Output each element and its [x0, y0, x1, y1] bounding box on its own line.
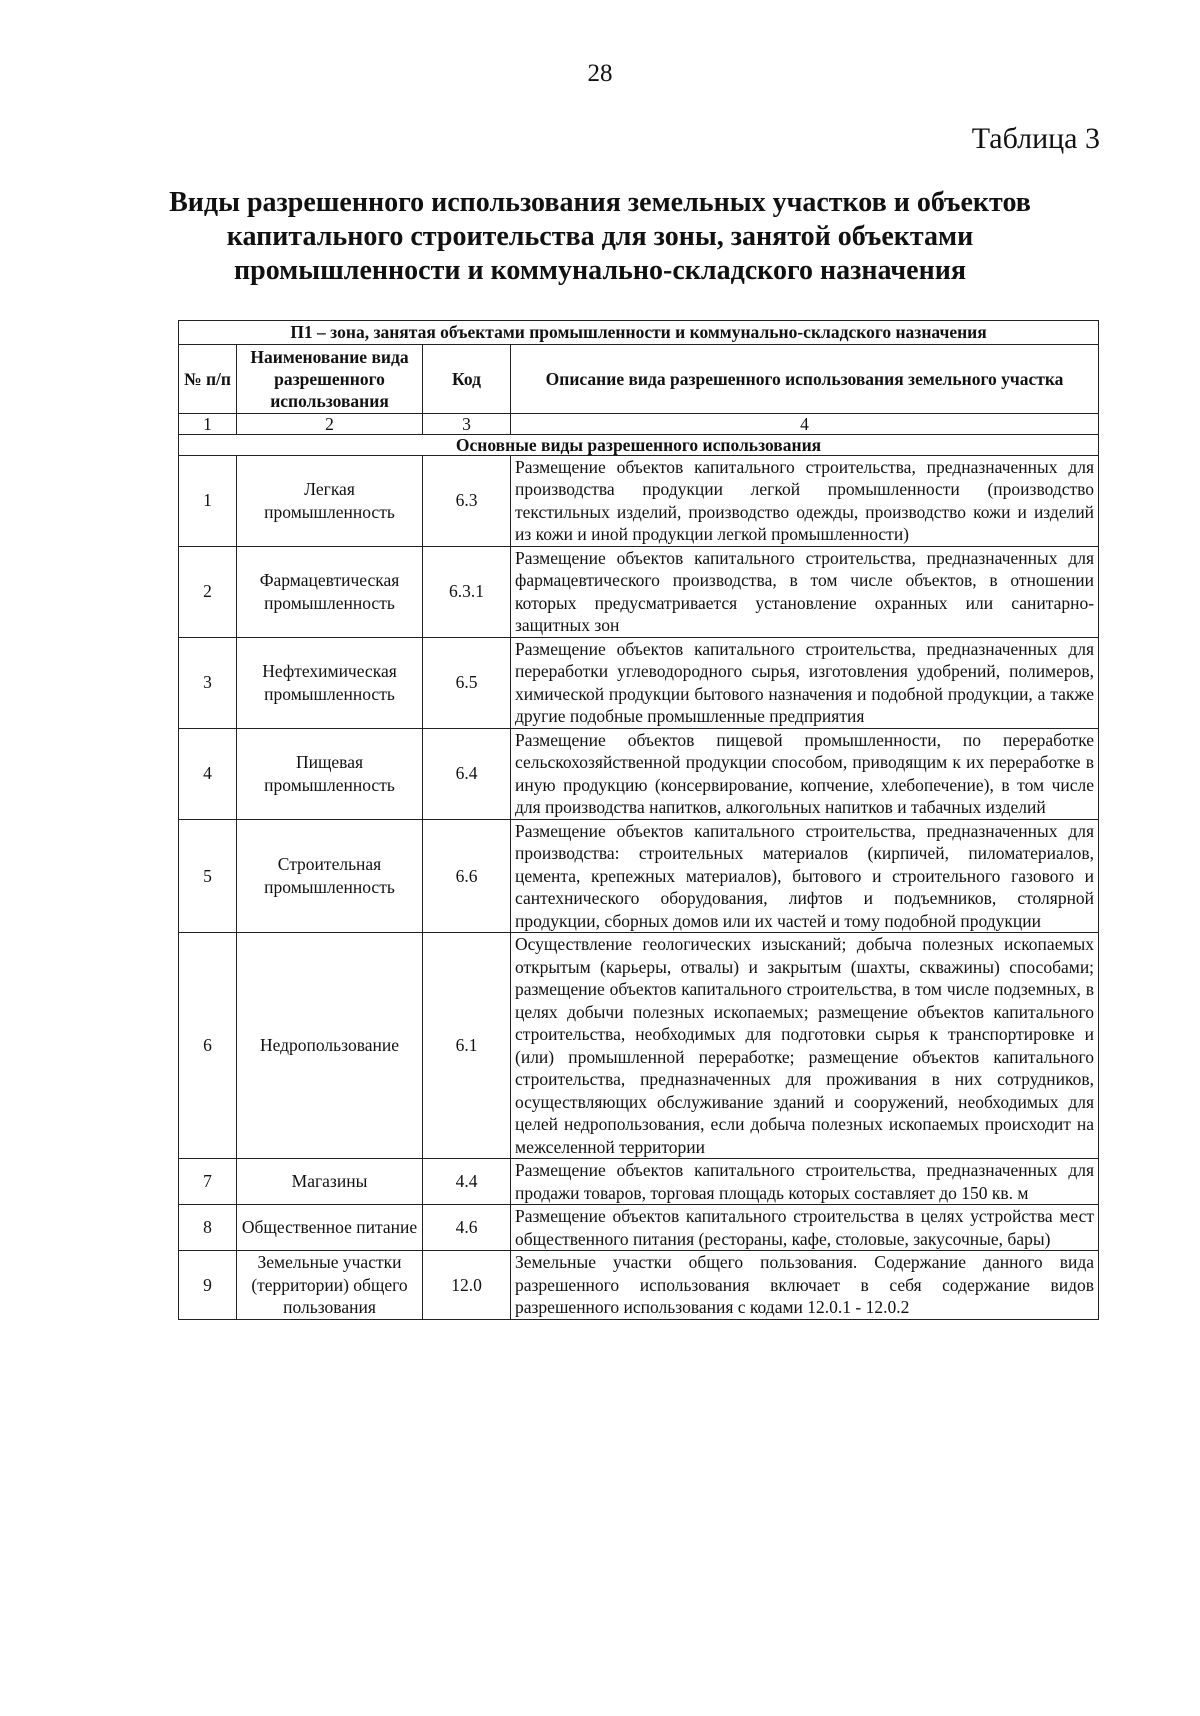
row-code: 4.6: [423, 1205, 511, 1251]
document-title: [150, 186, 1050, 288]
section-row: [179, 434, 1099, 455]
row-description: Земельные участки общего пользования. Содержание данного вида разрешенного использования включает в себя содержание видов разрешенного использования с кодами 12.0.1 - 12.0.2: [511, 1251, 1099, 1320]
row-name: Недропользование: [237, 933, 423, 1159]
row-code: 4.4: [423, 1159, 511, 1205]
land-use-table: [178, 320, 1099, 1320]
row-description: Размещение объектов капитального строительства, предназначенных для производства: строительных материалов (кирпичей, пиломатериалов, цемента, крепежных материалов), бытового и строительного газового и сантехнического оборудования, лифтов и подъемников, столярной продукции, сборных домов или их частей и тому подобной продукции: [511, 819, 1099, 933]
column-index: 2: [237, 413, 423, 434]
row-name: Пищевая промышленность: [237, 728, 423, 819]
row-description: Размещение объектов капитального строительства в целях устройства мест общественного питания (рестораны, кафе, столовые, закусочные, бары): [511, 1205, 1099, 1251]
row-number: 8: [179, 1205, 237, 1251]
column-index-row: [179, 413, 1099, 434]
row-description: Размещение объектов капитального строительства, предназначенных для фармацевтического производства, в том числе объектов, в отношении которых предусматривается установление охранных или санитарно-защитных зон: [511, 546, 1099, 637]
table-row: [179, 933, 1099, 1159]
table-row: [179, 546, 1099, 637]
column-index: 1: [179, 413, 237, 434]
row-name: Нефтехимическая промышленность: [237, 637, 423, 728]
row-code: 6.3: [423, 455, 511, 546]
table-row: [179, 819, 1099, 933]
column-header-row: [179, 344, 1099, 413]
row-number: 5: [179, 819, 237, 933]
row-code: 6.3.1: [423, 546, 511, 637]
row-name: Общественное питание: [237, 1205, 423, 1251]
row-description: Размещение объектов пищевой промышленности, по переработке сельскохозяйственной продукции способом, приводящим к их переработке в иную продукцию (консервирование, копчение, хлебопечение), в том числе для производства напитков, алкогольных напитков и табачных изделий: [511, 728, 1099, 819]
title-line: промышленности и коммунально-складского назначения: [234, 255, 966, 286]
zone-header: П1 – зона, занятая объектами промышленности и коммунально-складского назначения: [179, 321, 1099, 345]
page-number: 28: [587, 60, 613, 87]
row-name: Фармацевтическая промышленность: [237, 546, 423, 637]
title-line: капитального строительства для зоны, занятой объектами: [226, 221, 974, 252]
row-number: 2: [179, 546, 237, 637]
row-name: Легкая промышленность: [237, 455, 423, 546]
row-number: 4: [179, 728, 237, 819]
section-title: Основные виды разрешенного использования: [179, 434, 1099, 455]
row-code: 6.5: [423, 637, 511, 728]
table-row: [179, 1159, 1099, 1205]
row-number: 7: [179, 1159, 237, 1205]
row-code: 6.4: [423, 728, 511, 819]
table-row: [179, 637, 1099, 728]
zone-header-row: [179, 321, 1099, 345]
header-name: Наименование вида разрешенного использования: [237, 344, 423, 413]
row-code: 12.0: [423, 1251, 511, 1320]
row-name: Магазины: [237, 1159, 423, 1205]
table-row: [179, 728, 1099, 819]
row-number: 6: [179, 933, 237, 1159]
header-code: Код: [423, 344, 511, 413]
row-name: Строительная промышленность: [237, 819, 423, 933]
title-line: Виды разрешенного использования земельных участков и объектов: [169, 187, 1031, 218]
table-row: [179, 1205, 1099, 1251]
column-index: 4: [511, 413, 1099, 434]
row-name: Земельные участки (территории) общего пользования: [237, 1251, 423, 1320]
row-number: 9: [179, 1251, 237, 1320]
row-number: 1: [179, 455, 237, 546]
table-label: Таблица 3: [971, 122, 1100, 155]
row-description: Размещение объектов капитального строительства, предназначенных для продажи товаров, торговая площадь которых составляет до 150 кв. м: [511, 1159, 1099, 1205]
table-row: [179, 1251, 1099, 1320]
header-desc: Описание вида разрешенного использования земельного участка: [511, 344, 1099, 413]
row-description: Размещение объектов капитального строительства, предназначенных для производства продукции легкой промышленности (производство текстильных изделий, производство одежды, производство кожи и изделий из кожи и иной продукции легкой промышленности): [511, 455, 1099, 546]
row-description: Осуществление геологических изысканий; добыча полезных ископаемых открытым (карьеры, отвалы) и закрытым (шахты, скважины) способами; размещение объектов капитального строительства, в том числе подземных, в целях добычи полезных ископаемых; размещение объектов капитального строительства, необходимых для подготовки сырья к транспортировке и (или) промышленной переработке; размещение объектов капитального строительства, предназначенных для проживания в них сотрудников, осуществляющих обслуживание зданий и сооружений, необходимых для целей недропользования, если добыча полезных ископаемых происходит на межселенной территории: [511, 933, 1099, 1159]
table-row: [179, 455, 1099, 546]
row-code: 6.1: [423, 933, 511, 1159]
header-num: № п/п: [179, 344, 237, 413]
row-number: 3: [179, 637, 237, 728]
row-code: 6.6: [423, 819, 511, 933]
row-description: Размещение объектов капитального строительства, предназначенных для переработки углеводородного сырья, изготовления удобрений, полимеров, химической продукции бытового назначения и подобной продукции, а также другие подобные промышленные предприятия: [511, 637, 1099, 728]
column-index: 3: [423, 413, 511, 434]
